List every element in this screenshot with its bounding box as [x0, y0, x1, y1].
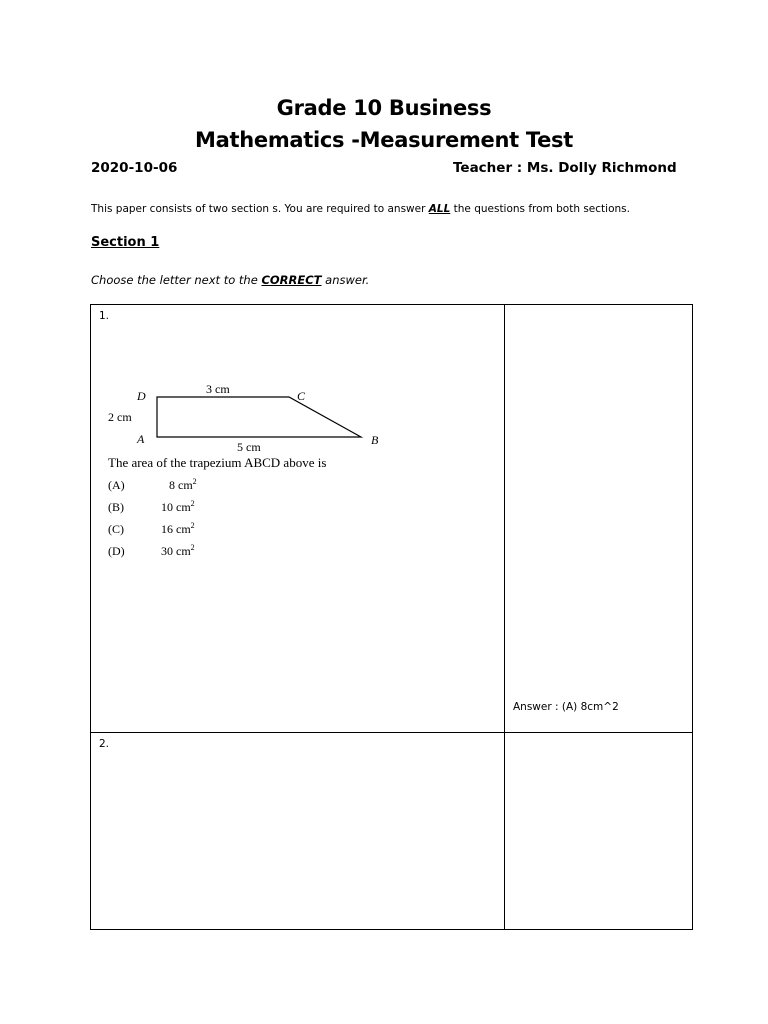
- option-number: 10: [161, 500, 173, 514]
- option-b: [108, 499, 195, 514]
- choose-emphasis: CORRECT: [261, 273, 322, 287]
- teacher-name: Teacher : Ms. Dolly Richmond: [453, 160, 677, 176]
- option-unit: cm: [176, 544, 191, 558]
- option-number: 30: [161, 544, 173, 558]
- option-exponent: 2: [190, 543, 195, 552]
- label-top: 3 cm: [206, 382, 230, 396]
- option-unit: cm: [176, 500, 191, 514]
- vertex-b: B: [371, 433, 379, 447]
- instructions-text-before: This paper consists of two section s. You are required to answer: [91, 203, 429, 215]
- test-date: 2020-10-06: [91, 160, 178, 176]
- option-letter: (A): [108, 478, 125, 492]
- instructions-text-after: the questions from both sections.: [450, 203, 630, 215]
- option-value: [161, 499, 195, 514]
- vertex-c: C: [297, 389, 306, 403]
- section-heading: Section 1: [91, 235, 160, 250]
- question-cell: [91, 733, 505, 930]
- title-line-1: Grade 10 Business: [276, 96, 492, 120]
- option-value: [169, 477, 197, 492]
- option-c: [108, 521, 195, 536]
- question-number: 1.: [99, 310, 110, 322]
- label-left: 2 cm: [108, 410, 132, 424]
- title-line-2: Mathematics -Measurement Test: [195, 128, 573, 152]
- option-unit: cm: [176, 522, 191, 536]
- instructions: [91, 203, 630, 215]
- option-number: 16: [161, 522, 173, 536]
- option-letter: (C): [108, 522, 124, 536]
- answer-cell: [505, 305, 693, 733]
- choose-instruction: [91, 273, 369, 287]
- option-value: [161, 521, 195, 536]
- vertex-d: D: [137, 389, 146, 403]
- option-letter: (D): [108, 544, 125, 558]
- question-cell: [91, 305, 505, 733]
- instructions-emphasis: ALL: [428, 203, 451, 215]
- trapezium-shape: [157, 397, 361, 437]
- answer-cell: [505, 733, 693, 930]
- option-exponent: 2: [190, 499, 195, 508]
- option-number: 8: [169, 478, 175, 492]
- option-exponent: 2: [192, 477, 197, 486]
- option-d: [108, 543, 195, 558]
- option-letter: (B): [108, 500, 124, 514]
- question-number: 2.: [99, 738, 110, 750]
- questions-table: [90, 304, 693, 930]
- option-exponent: 2: [190, 521, 195, 530]
- question-row: [91, 733, 693, 930]
- vertex-a: A: [137, 432, 145, 446]
- question-row: [91, 305, 693, 733]
- answer-text: Answer : (A) 8cm^2: [513, 701, 619, 713]
- option-unit: cm: [178, 478, 193, 492]
- choose-text-after: answer.: [321, 273, 370, 287]
- choose-text-before: Choose the letter next to the: [91, 273, 262, 287]
- question-prompt: The area of the trapezium ABCD above is: [108, 455, 327, 470]
- trapezium-figure: [99, 380, 479, 560]
- option-a: [108, 477, 197, 492]
- option-value: [161, 543, 195, 558]
- label-bottom: 5 cm: [237, 440, 261, 454]
